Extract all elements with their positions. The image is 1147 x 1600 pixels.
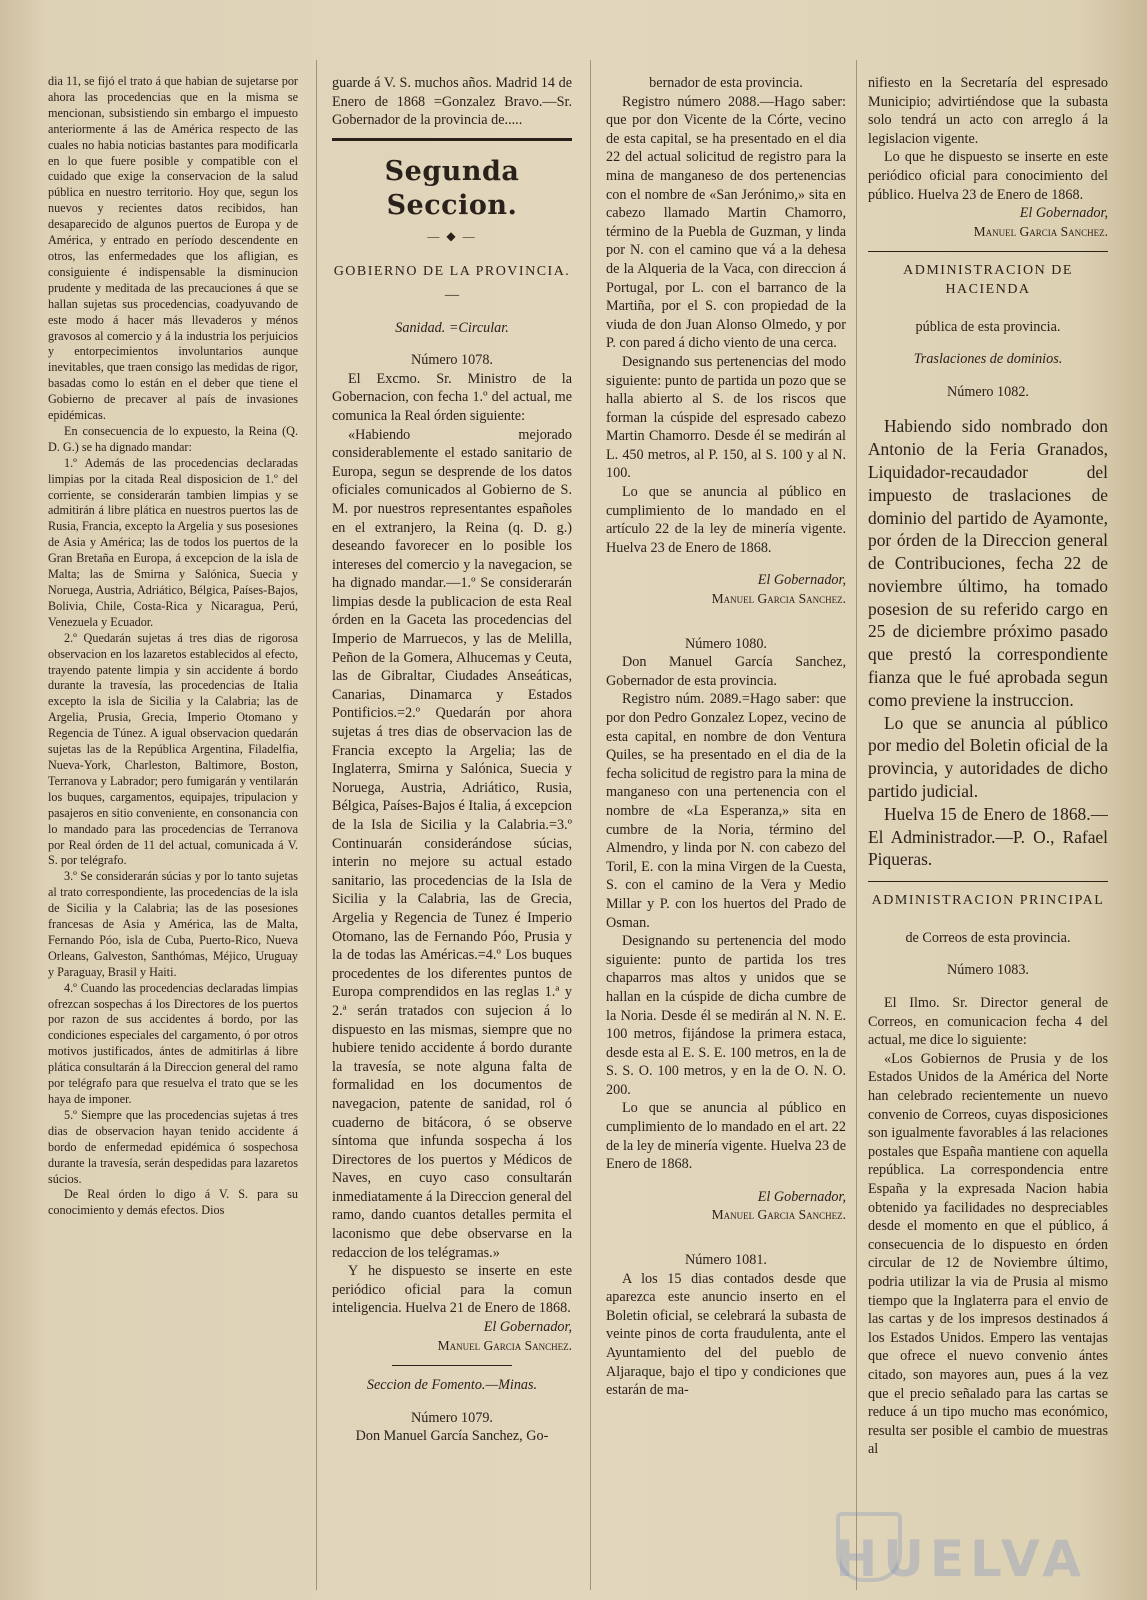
notice-number: Número 1080. (685, 635, 767, 652)
paragraph: Huelva 15 de Enero de 1868.—El Administrador.—P. O., Rafael Piqueras. (868, 803, 1108, 870)
paragraph: 3.º Se considerarán súcias y por lo tanto sujetas al trato correspondiente, las procedencias de la isla de Sicilia y la Calabria; las de las posesiones francesas de Asia y América, las de Malta, Fernando Póo, isla de Cuba, Puerto-Rico, Nueva Orleans, Galveston, Santhómas, Méjico, Uruguay y Paraguay, Brasil y Haiti. (48, 869, 298, 979)
signature-name: Manuel Garcia Sanchez. (711, 1207, 846, 1223)
column-1 (48, 74, 298, 1580)
signature-title: El Gobernador, (483, 1319, 572, 1336)
subheading: de Correos de esta provincia. (905, 929, 1071, 946)
signature-title: El Gobernador, (757, 1188, 846, 1205)
paragraph: bernador de esta provincia. (649, 75, 803, 91)
paragraph: Lo que se anuncia al público en cumplimiento de lo mandado en el artículo 22 de la ley de minería vigente. Huelva 23 de Enero de 1868. (606, 484, 846, 556)
column-3 (606, 74, 846, 1580)
watermark: HUELVA (835, 1530, 1087, 1588)
paragraph: Lo que se anuncia al público en cumplimiento de lo mandado en el art. 22 de la ley de minería vigente. Huelva 23 de Enero de 1868. (606, 1100, 846, 1173)
column-divider (316, 60, 317, 1590)
column-divider (590, 60, 591, 1590)
signature-name: Manuel Garcia Sanchez. (973, 223, 1108, 239)
paragraph: 2.º Quedarán sujetas á tres dias de rigorosa observacion en los lazaretos establecidos al efecto, trayendo patente limpia y sin accidente á bordo durante la travesía, las procedencias de Italia excepto la isla de Sicilia y la Calabria; las de Argelia, Prusia, Grecia, Imperio Otomano y Regencia de Túnez. A igual observacion quedarán sujetas las de la República Argentina, Filadelfia, Nueva-York, Charleston, Baltimore, Boston, Terranova y Labrador; pero fumigarán y ventilarán los buques, cargamentos, equipajes, tripulacion y pasajeros en sitio conveniente, en consonancia con lo mandado para las procedencias de Terranova por Real órden de 11 del actual, comunicada á V. S. por telégrafo. (48, 630, 298, 868)
paragraph: guarde á V. S. muchos años. Madrid 14 de Enero de 1868 =Gonzalez Bravo.—Sr. Gobernador de la provincia de..... (332, 75, 572, 129)
paragraph: Designando su pertenencia del modo siguiente: punto de partida los tres chaparros mas altos y unidos que se hallan en la cúspide de dicha cumbre de la Noria. Desde él se medirán al N. N. E. 100 metros, fijándose la primera estaca, desde esta al E. S. E. 100 metros, en la de S. S. O. 100 metros, y en la de O. N. O. 200. (606, 933, 846, 1098)
paragraph: El Ilmo. Sr. Director general de Correos, en comunicacion fecha 4 del actual, me dice lo siguiente: (868, 995, 1108, 1049)
rule (392, 1365, 512, 1366)
heading: GOBIERNO DE LA PROVINCIA. (333, 264, 571, 280)
notice-number: Número 1078. (411, 352, 493, 369)
heading: ADMINISTRACION PRINCIPAL (871, 893, 1105, 909)
paragraph: Lo que he dispuesto se inserte en este periódico oficial para conocimiento del público. Huelva 23 de Enero de 1868. (868, 149, 1108, 203)
paragraph: «Habiendo mejorado considerablemente el estado sanitario de Europa, segun se desprende de los datos oficiales comunicados al Gobierno de S. M. por nuestros representantes españoles en el extranjero, la Reina (q. D. g.) deseando favorecer en lo posible los intereses del comercio y la navegacion, se ha dignado mandar.—1.º Se considerarán limpias desde la publicacion de esta Real órden en la Gaceta las procedencias del Imperio de Marruecos, y las de Melilla, Peñon de la Gomera, Alhucemas y Ceuta, las de Gibraltar, Ciudades Anseáticas, Canarias, Dinamarca y Estados Pontificios.=2.º Quedarán por ahora sujetas á tres dias de observacion las de Francia excepto la Argelia; las de Inglaterra, Smirna y Salónica, Suecia y Noruega, Austria, Adriático, Rusia, Bélgica, Países-Bajos é Italia, á excepcion de la Isla de Sicilia y la Calabria.=3.º Continuarán considerándose súcias, interin no mejore su actual estado sanitario, las procedencias de la Isla de Sicilia y la Calabria, las de Grecia, Argelia y Regencia de Tunez é Imperio Otomano, las de Fernando Póo, Prusia y la de todas las Américas.=4.º Los buques procedentes de los diferentes puntos de Europa comprendidos en las reglas 1.ª y 2.ª serán tratados con sujecion á lo dispuesto en las mismas, siempre que no hubiere tenido accidente á bordo durante la travesía, se note alguna falta de formalidad en los documentos de navegacion, patente de sanidad, rol ó cuaderno de bitácora, ó se observe síntoma que infunda sospecha á los Directores de los puertos y Médicos de Naves, en cuyo caso consultarán inmediatamente á la Direccion general del ramo, dando cuantos detalles permita el laconismo que debe observarse en la redaccion de los telégramas.» (332, 426, 572, 1261)
notice-number: Número 1083. (947, 962, 1029, 979)
paragraph: 1.º Además de las procedencias declaradas limpias por la citada Real disposicion de 1.º del corriente, se considerarán tambien limpias y se admitirán á libre plática en nuestros puertos las de Rusia, Francia, excepto la Argelia y sus posesiones de Asia y América; las de todos los puertos de la Gran Bretaña en Europa, á excepcion de la isla de Malta; las de Smirna y Salónica, Suecia y Noruega, Austria, Adriático, Bélgica, Países-Bajos, Bolivia, Chile, Costa-Rica y Nicaragua, Perú, Venezuela y Ecuador. (48, 455, 298, 629)
subheading: Sanidad. =Circular. (395, 319, 509, 336)
subheading: Seccion de Fomento.—Minas. (366, 1377, 538, 1394)
short-rule: — (444, 286, 460, 303)
ornament: — ◆ — (427, 228, 477, 243)
paragraph: dia 11, se fijó el trato á que habian de sujetarse por ahora las procedencias que en la misma se mencionan, subsistiendo sin embargo el impuesto anteriormente á las de América respecto de las cuales no habia noticias bastantes para modificarla en lo que fuere posible y compatible con el cuidado que exige la conservacion de la salud pública en nuestro territorio. Hoy que, segun los nuevos y recientes datos recibidos, han desaparecido de algunos puertos de Europa y de América, y entrado en período descendente en otros, las enfermedades que los afligian, es consiguiente é indispensable la disminucion prudente y meditada de las precauciones á que se hallan sujetas sus procedencias, coadyuvando de este modo á hacer más llevaderos y ménos gravosos al comercio y á la industria los perjuicios y entorpecimientos involuntarios aunque inevitables, que traen consigo las medidas de rigor, basadas como lo están en el deber que tiene el Gobierno de precaver al país de invasiones epidémicas. (48, 74, 298, 423)
column-divider (856, 60, 857, 1590)
subheading: pública de esta provincia. (915, 318, 1061, 335)
paragraph: Registro número 2088.—Hago saber: que por don Vicente de la Córte, vecino de esta capital, se ha presentado en el dia 22 del actual solicitud de registro para la mina de manganeso de dos pertenencias con el nombre de «San Jerónimo,» sita en cabezo llamado Martin Chamorro, término de la Puebla de Guzman, y linda por N. con el camino que vá a la dehesa de la Alqueria de la Vaca, con direccion á Portugal, por L. con el barranco de la Martiña, por el S. con propiedad de la viuda de don Juan Alonso Olmedo, y por P. con pared á dicho viento de una cerca. (606, 93, 846, 352)
paragraph: Don Manuel García Sanchez, Go- (355, 1428, 549, 1445)
rule (868, 881, 1108, 882)
column-4 (868, 74, 1108, 1580)
heading: ADMINISTRACION DE HACIENDA (903, 263, 1073, 297)
signature-title: El Gobernador, (757, 572, 846, 589)
paragraph: 5.º Siempre que las procedencias sujetas á tres dias de observacion hayan tenido accidente á bordo de enfermedad epidémica ó sospechosa durante la travesía, serán despedidas para lazaretos súcios. (48, 1107, 298, 1186)
signature-name: Manuel Garcia Sanchez. (437, 1337, 572, 1353)
notice-number: Número 1082. (947, 383, 1029, 400)
paragraph: De Real órden lo digo á V. S. para su conocimiento y demás efectos. Dios (48, 1187, 298, 1218)
paragraph: Registro núm. 2089.=Hago saber: que por don Pedro Gonzalez Lopez, vecino de esta capital, en nombre de don Ventura Quiles, se ha presentado en el dia de la fecha solicitud de registro para la mina de manganeso con una pertenencia con el nombre de «La Esperanza,» sita en cumbre de la Noria, término del Almendro, y linda por N. con cabezo del Toril, E. con la mina Virgen de la Cuesta, S. con el camino de la Vera y Medio Millar y P. con los huertos del Prado de Osman. (606, 691, 846, 931)
signature-title: El Gobernador, (1019, 205, 1108, 222)
section-rule (332, 138, 572, 141)
paragraph: En consecuencia de lo expuesto, la Reina (Q. D. G.) se ha dignado mandar: (48, 423, 298, 454)
paragraph: Don Manuel García Sanchez, Gobernador de esta provincia. (606, 654, 846, 689)
signature-name: Manuel Garcia Sanchez. (711, 591, 846, 607)
paragraph: 4.º Cuando las procedencias declaradas limpias ofrezcan sospechas á los Directores de los puertos por razon de sus accidentes á bordo, por las condiciones especiales del cargamento, ó por otros motivos justificados, ántes de admitirlas á libre plática consultarán á la Direccion general del ramo por telégrafo para que resuelva el trato que se les haya de imponer. (48, 980, 298, 1106)
rule (868, 251, 1108, 252)
paragraph: Y he dispuesto se inserte en este periódico oficial para la comun inteligencia. Huelva 21 de Enero de 1868. (332, 1263, 572, 1317)
column-2 (332, 74, 572, 1580)
paragraph: Habiendo sido nombrado don Antonio de la Feria Granados, Liquidador-recaudador del impuesto de traslaciones de dominio del partido de Ayamonte, por órden de la Direccion general de Contribuciones, fecha 22 de noviembre último, ha tomado posesion de su referido cargo en 25 de diciembre próximo pasado que prestó la correspondiente fianza que le fué aprobada segun como previene la instruccion. (868, 416, 1108, 710)
paragraph: «Los Gobiernos de Prusia y de los Estados Unidos de la América del Norte han celebrado recientemente un nuevo convenio de Correos, cuyas disposiciones son igualmente favorables á las relaciones postales que España mantiene con aquella república. La correspondencia entre España y la expresada Nacion habia obtenido ya facilidades no despreciables desde el momento en que el público, á consecuencia de lo dispuesto en órden circular de 12 de Noviembre último, podria utilizar la via de Prusia al mismo tiempo que la Inglaterra para el envio de las cartas y de los impresos destinados á los Estados Unidos. Empero las ventajas que ofrece el nuevo convenio ántes citado, son mayores aun, pues á la vez que el precio señalado para las cartas se reduce á un tipo mucho mas económico, resulta ser posible el cambio de muestras al (868, 1050, 1108, 1458)
section-title: Segunda Seccion. (384, 155, 520, 221)
paragraph: El Excmo. Sr. Ministro de la Gobernacion, con fecha 1.º del actual, me comunica la Real órden siguiente: (332, 370, 572, 424)
notice-number: Número 1079. (411, 1409, 493, 1426)
paragraph: A los 15 dias contados desde que aparezca este anuncio inserto en el Boletin oficial, se celebrará la subasta de veinte pinos de corta fraudulenta, ante el Ayuntamiento del del pueblo de Aljaraque, bajo el tipo y condiciones que estarán de ma- (606, 1270, 846, 1399)
notice-number: Número 1081. (685, 1252, 767, 1269)
paragraph: Lo que se anuncia al público por medio del Boletin oficial de la provincia, y autoridades de dicho partido judicial. (868, 712, 1108, 802)
paragraph: nifiesto en la Secretaría del espresado Municipio; advirtiéndose que la subasta solo tendrá un acto con arreglo á la legislacion vigente. (868, 75, 1108, 147)
paragraph: Designando sus pertenencias del modo siguiente: punto de partida un pozo que se halla abierto al S. de los riscos que forman la cúspide del espresado cabezo Martin Chamorro. Desde él se medirán al L. 450 metros, al P. 150, al S. 100 y al N. 100. (606, 353, 846, 482)
subheading: Traslaciones de dominios. (913, 351, 1063, 368)
